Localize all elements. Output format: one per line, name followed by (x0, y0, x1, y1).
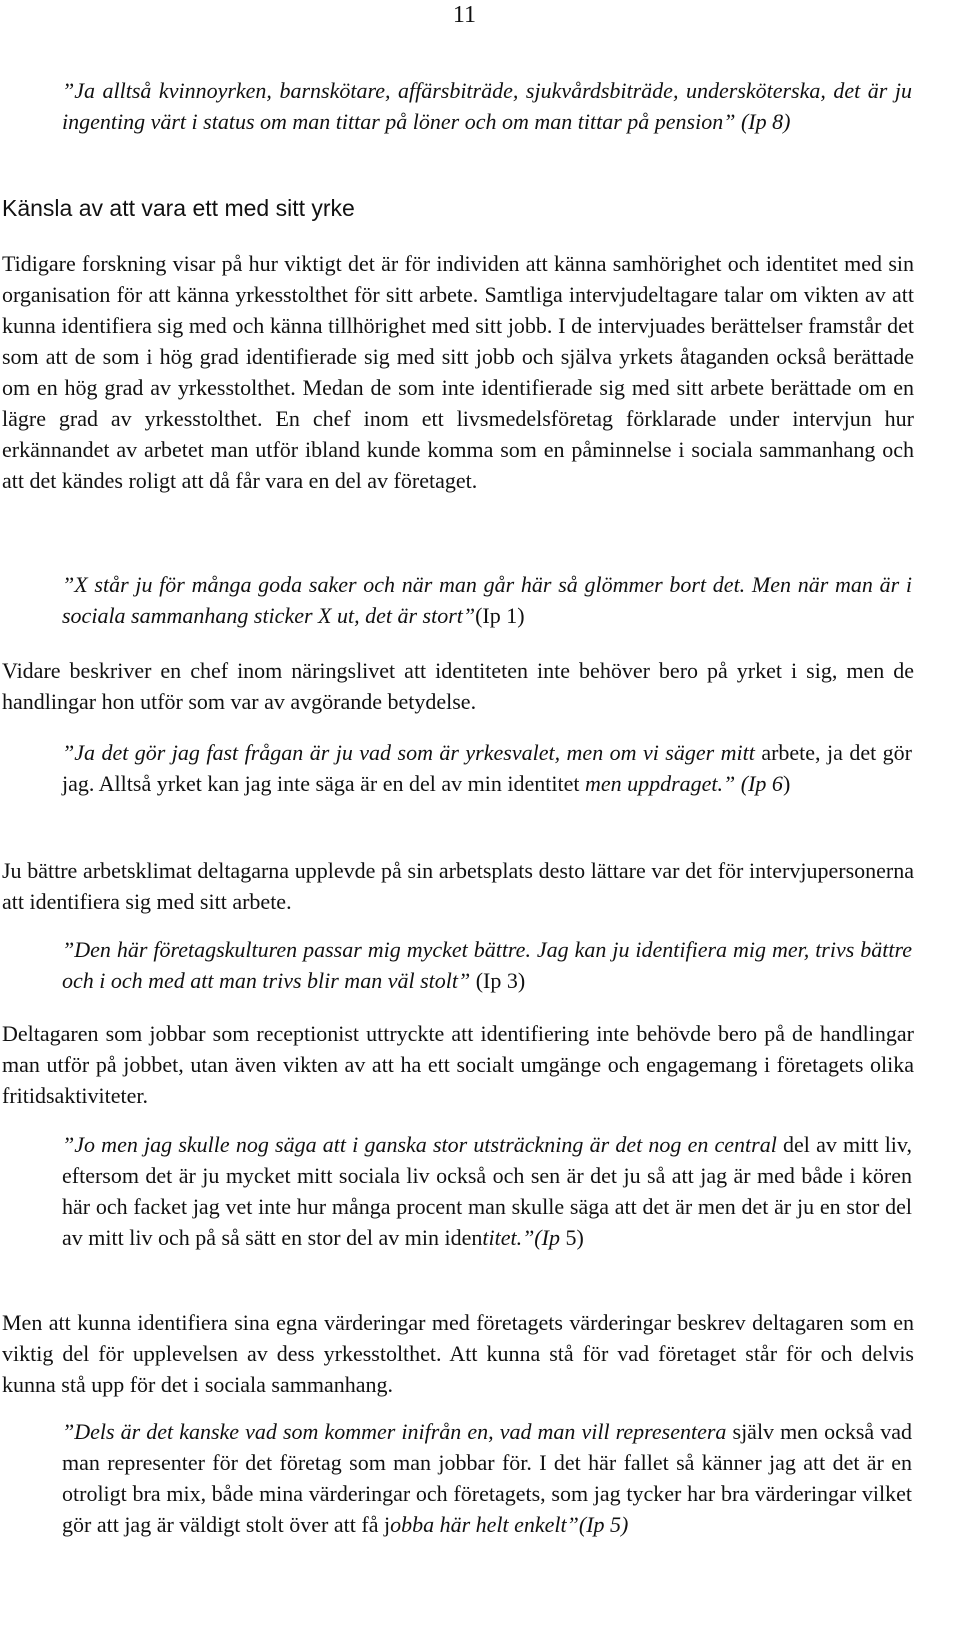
quote-text-italic-end: men uppdraget.” (Ip 6 (584, 771, 783, 796)
quote-reference: 5) (559, 1225, 584, 1250)
quote-ip1 (62, 569, 912, 631)
quote-text-italic: ”Jo men jag skulle nog säga att i ganska stor utsträckning är det nog en central (62, 1132, 777, 1157)
quote-text: del av mitt liv, eftersom det är ju mycket mitt sociala liv också och sen är det ju så att jag är med både i kören här och facket jag vet inte hur många procent man skulle säga att det är men det är ju en stor del av mitt liv och på så sätt en stor del av min iden (62, 1132, 912, 1250)
section-heading: Känsla av att vara ett med sitt yrke (2, 195, 355, 221)
quote-text: själv men också vad man representer för det företag som man jobbar för. I det här fallet så känner jag att det är en otroligt bra mix, både mina värderingar och företagets, som jag tycker har bra värderingar vilket gör att jag är väldigt stolt över att få j (62, 1419, 912, 1537)
quote-text-italic-end: titet.”(Ip (482, 1225, 560, 1250)
quote-text: ”Den här företagskulturen passar mig mycket bättre. Jag kan ju identifiera mig mer, trivs bättre och i och med att man trivs blir man väl stolt” (62, 937, 912, 993)
quote-ip3 (62, 934, 912, 996)
quote-ip6 (62, 737, 912, 799)
paragraph-receptionist: Deltagaren som jobbar som receptionist uttryckte att identifiering inte behövde bero på de handlingar man utför på jobbet, utan även vikten av att ha ett socialt umgänge och engagemang i företagets olika fritidsaktiviteter. (2, 1021, 914, 1108)
quote-text-italic: ”Dels är det kanske vad som kommer inifrån en, vad man vill representera (62, 1419, 727, 1444)
paragraph-climate: Ju bättre arbetsklimat deltagarna upplevde på sin arbetsplats desto lättare var det för intervjupersonerna att identifiera sig med sitt arbete. (2, 858, 914, 914)
quote-text-italic-end: obba här helt enkelt”(Ip 5) (390, 1512, 629, 1537)
quote-reference: (Ip 3) (470, 968, 526, 993)
paragraph-manager: Vidare beskriver en chef inom näringslivet att identiteten inte behöver bero på yrket i sig, men de handlingar hon utför som var av avgörande betydelse. (2, 658, 914, 714)
quote-text-italic: ”Ja det gör jag fast frågan är ju vad som är yrkesvalet, men om vi säger mitt (62, 740, 755, 765)
quote-text: arbete, ja det gör jag. Alltså yrket kan jag inte säga är en del av min identitet (62, 740, 912, 796)
quote-ip5-b (62, 1416, 912, 1540)
quote-text: ”Ja alltså kvinnoyrken, barnskötare, affärsbiträde, sjukvårdsbiträde, undersköterska, det är ju ingenting värt i status om man tittar på löner och om man tittar på pension” (62, 78, 912, 134)
quote-ip5-a (62, 1129, 912, 1253)
quote-text: ”X står ju för många goda saker och när man går här så glömmer bort det. Men när man är i sociala sammanhang sticker X ut, det är stort” (62, 572, 912, 628)
quote-reference: ) (782, 771, 791, 796)
paragraph-identity: Tidigare forskning visar på hur viktigt det är för individen att känna samhörighet och identitet med sin organisation för att känna yrkesstolthet för sitt arbete. Samtliga intervjudeltagare talar om vikten av att kunna identifiera sig med och känna tillhörighet med sitt jobb. I de intervjuades berättelser framstår det som att de som i hög grad identifierade sig med sitt jobb och själva yrkets åtaganden också berättade om en hög grad av yrkesstolthet. Medan de som inte identifierade sig med sitt arbete berättade om en lägre grad av yrkesstolthet. En chef inom ett livsmedelsföretag förklarade under intervjun hur erkännandet av arbetet man utför ibland kunde komma som en påminnelse i sociala sammanhang och att det kändes roligt att då får vara en del av företaget. (2, 251, 914, 493)
quote-ip8 (62, 75, 912, 137)
page-number: 11 (452, 2, 476, 28)
paragraph-values: Men att kunna identifiera sina egna värderingar med företagets värderingar beskrev deltagaren som en viktig del för upplevelsen av dess yrkesstolthet. Att kunna stå för vad företaget står för och delvis kunna stå upp för det i sociala sammanhang. (2, 1310, 914, 1397)
quote-reference: (Ip 8) (735, 109, 791, 134)
quote-reference: (Ip 1) (475, 603, 525, 628)
